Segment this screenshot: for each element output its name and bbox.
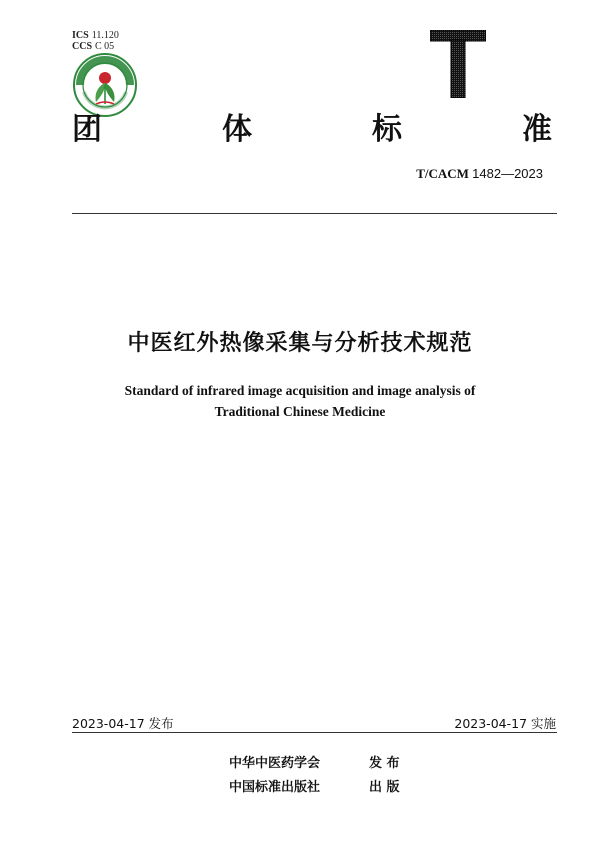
ics-value: 11.120 [91,30,119,41]
standard-prefix: T/CACM [416,166,469,181]
category-char-2: 体 [222,112,252,147]
standard-type-t-mark [430,30,486,98]
ics-label: ICS [72,30,89,41]
publisher-role: 出 版 [369,780,400,795]
ccs-code [72,41,119,52]
publisher-row [229,776,400,795]
publisher-org: 中国标准出版社 [229,780,321,795]
ccs-label: CCS [72,41,93,52]
category-char-1: 团 [72,112,102,147]
title-english [0,380,600,422]
issuer-org: 中华中医药学会 [229,756,321,771]
top-divider [72,213,557,214]
standard-number [416,166,543,182]
title-english-line-1: Standard of infrared image acquisition and image analysis of [124,383,476,398]
bottom-divider [72,732,557,733]
title-chinese: 中医红外热像采集与分析技术规范 [127,331,473,356]
ccs-value: C 05 [95,41,115,52]
category-char-4: 准 [522,112,552,147]
ics-code [72,30,119,41]
issuer-role: 发 布 [369,756,400,771]
category-char-3: 标 [372,112,402,147]
title-english-line-2: Traditional Chinese Medicine [214,404,386,419]
standard-code: 1482—2023 [472,166,543,181]
document-category [72,106,552,146]
issuer-row [229,752,400,771]
classification-codes [72,30,119,52]
issue-date: 2023-04-17 发布 [72,716,174,731]
implementation-date: 2023-04-17 实施 [454,716,556,731]
